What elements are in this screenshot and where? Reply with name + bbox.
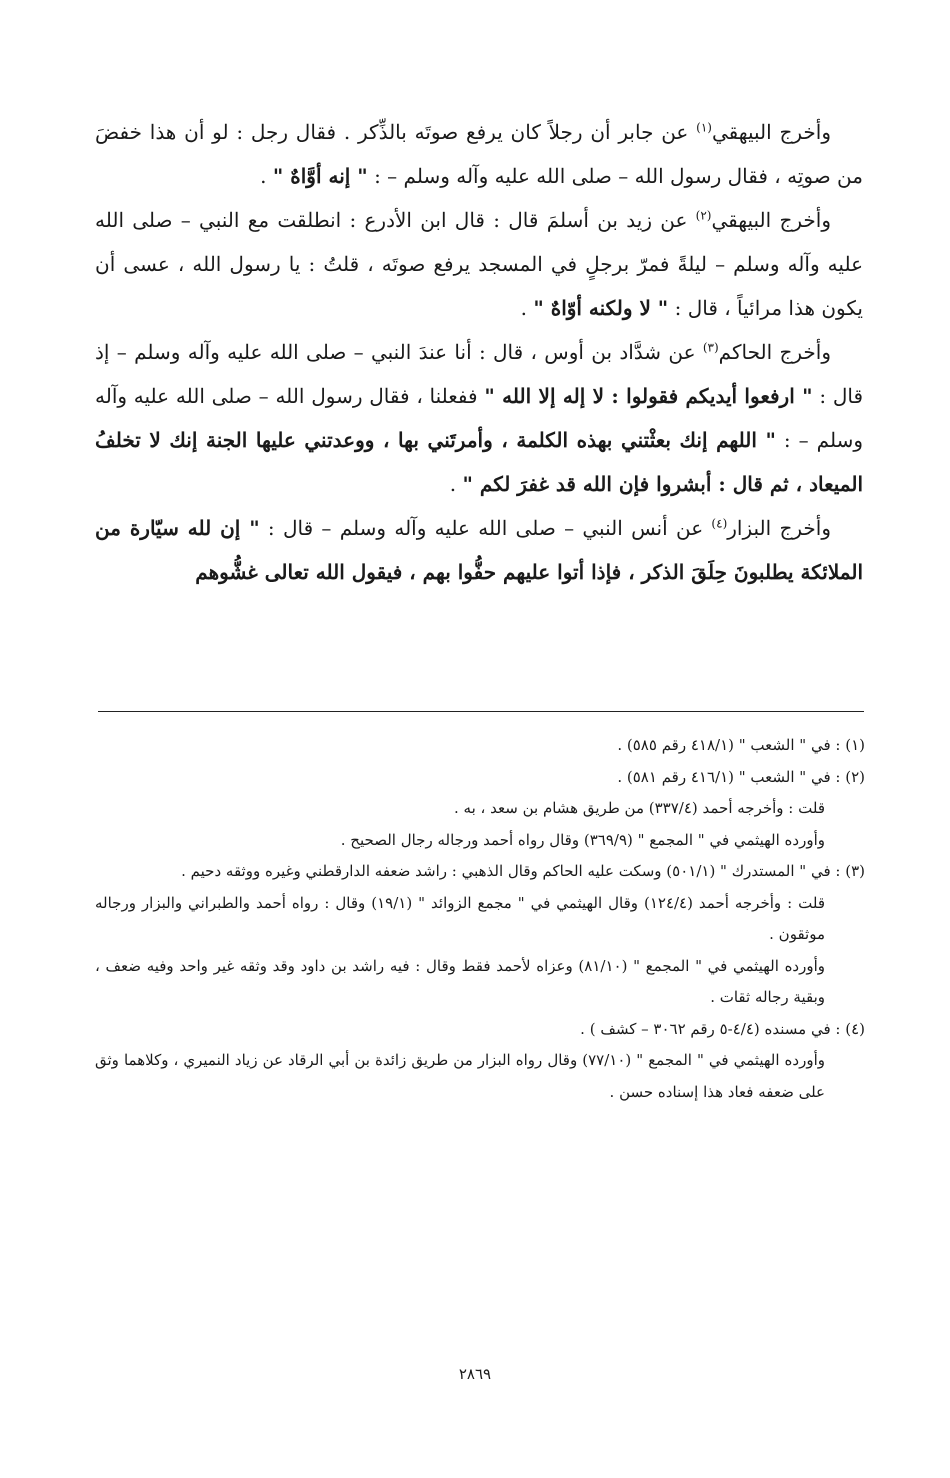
paragraph-end: .: [449, 472, 463, 496]
footnote: وأورده الهيثمي في " المجمع " (٣٦٩/٩) وقال رواه أحمد ورجاله رجال الصحيح .: [340, 830, 825, 849]
footnote-reference: (١): [696, 120, 712, 135]
footnote: وأورده الهيثمي في " المجمع " (٨١/١٠) وعزاه لأحمد فقط وقال : فيه راشد بن داود وقد وثقه غير واحد وفيه ضعف ، وبقية رجاله ثقات .: [95, 956, 825, 1006]
footnote: قلت : وأخرجه أحمد (٣٣٧/٤) من طريق هشام بن سعد ، به .: [454, 799, 825, 817]
paragraph: [95, 506, 863, 594]
hadith-quote: " ارفعوا أيديكم فقولوا : لا إله إلا الله ": [484, 384, 813, 408]
page-number: ٢٨٦٩: [458, 1365, 492, 1383]
paragraph-text: عن أنس النبي – صلى الله عليه وآله وسلم – قال :: [259, 516, 712, 540]
footnote: قلت : وأخرجه أحمد (١٢٤/٤) وقال الهيثمي في " مجمع الزوائد " (١٩/١) وقال : رواه أحمد والطبراني والبزار ورجاله موثقون .: [95, 893, 825, 943]
footnote-reference: (٣): [702, 340, 719, 355]
hadith-quote: " اللهم إنك بعثْتني بهذه الكلمة ، وأمرتَني بها ، ووعدتني عليها الجنة إنك لا تخلفُ الميعاد ، ثم قال : أبشروا فإن الله قد غفرَ لكم ": [95, 428, 863, 496]
paragraph: [95, 198, 863, 330]
footnote: (١) : في " الشعب " (٤١٨/١ رقم ٥٨٥) .: [617, 736, 865, 754]
paragraph-lead: وأخرج الحاكم: [718, 340, 831, 364]
footnote: وأورده الهيثمي في " المجمع " (٧٧/١٠) وقال رواه البزار من طريق زائدة بن أبي الرقاد عن زياد النميري ، وكلاهما وثق على ضعفه فعاد هذا إسناده حسن .: [95, 1051, 825, 1101]
paragraph-lead: وأخرج البيهقي: [711, 120, 831, 144]
footnote: (٢) : في " الشعب " (٤١٦/١ رقم ٥٨١) .: [617, 767, 865, 786]
paragraph-text: عن زيد بن أسلمَ قال : قال ابن الأدرع : انطلقت مع النبي – صلى الله عليه وآله وسلم – ليلةً فمرّ برجلٍ في المسجد يرفع صوتَه ، قلتُ : يا رسول الله ، عسى أن يكون هذا مرائياً ، قال :: [95, 208, 863, 320]
paragraph-text: عن جابر أن رجلاً كان يرفع صوتَه بالذِّكر . فقال رجل : لو أن هذا خفضَ من صوتِه ، فقال رسول الله – صلى الله عليه وآله وسلم – :: [95, 120, 863, 188]
footnote: (٣) : في " المستدرك " (٥٠١/١) وسكت عليه الحاكم وقال الذهبي : راشد ضعفه الدارقطني وغيره ووثقه دحيم .: [181, 862, 865, 880]
footnote-reference: (٢): [695, 208, 712, 223]
paragraph-text: ففعلنا ، فقال رسول الله – صلى الله عليه وآله وسلم – :: [95, 384, 863, 452]
paragraph-end: .: [260, 164, 273, 188]
paragraph-lead: وأخرج البيهقي: [711, 208, 831, 232]
main-text: [95, 110, 863, 594]
footnote-reference: (٤): [711, 516, 728, 531]
footnote-divider: [98, 711, 864, 712]
footnote: (٤) : في مسنده (٤/٤-٥ رقم ٣٠٦٢ – كشف ) .: [580, 1019, 865, 1038]
hadith-quote: " إنه أوَّاهٌ ": [272, 164, 368, 188]
paragraph-end: .: [520, 296, 534, 320]
paragraph-text: عن شدَّاد بن أوس ، قال : أنا عندَ النبي – صلى الله عليه وآله وسلم – إذ قال :: [95, 340, 864, 408]
paragraph: [95, 330, 863, 506]
footnotes: [95, 730, 865, 1108]
paragraph-lead: وأخرج البزار: [727, 516, 831, 540]
hadith-quote: " لا ولكنه أوّاهٌ ": [533, 296, 669, 320]
paragraph: [95, 110, 863, 198]
hadith-quote: " إن لله سيّارة من الملائكة يطلبونَ حِلَقَ الذكر ، فإذا أتوا عليهم حفُّوا بهم ، فيقول الله تعالى غشُّوهم: [95, 516, 863, 584]
